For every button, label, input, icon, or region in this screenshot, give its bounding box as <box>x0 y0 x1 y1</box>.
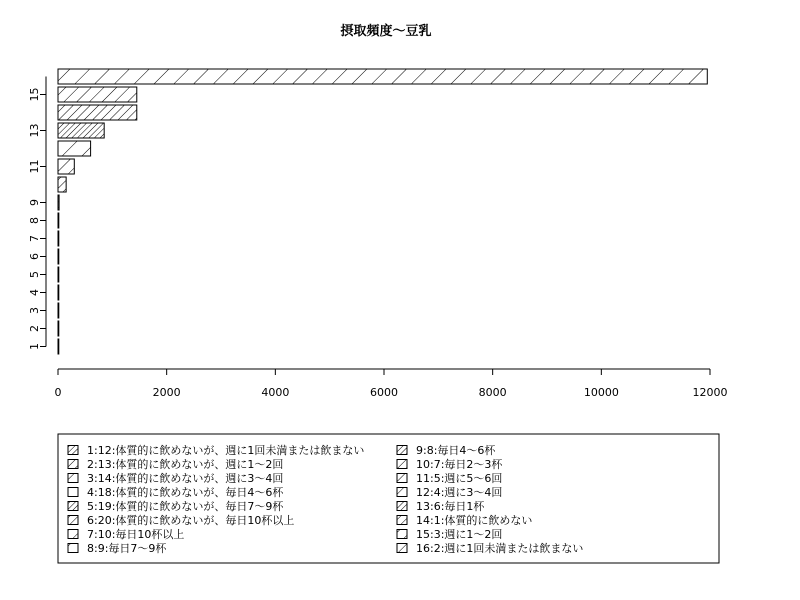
legend-swatch-16 <box>397 544 407 553</box>
y-axis <box>28 77 46 351</box>
bar-2 <box>58 321 59 336</box>
bar-11 <box>58 159 74 174</box>
chart-title: 摂取頻度〜豆乳 <box>340 24 432 39</box>
legend-swatch-6 <box>68 516 78 525</box>
legend-swatch-2 <box>68 460 78 469</box>
y-tick-label-8: 8 <box>28 217 41 224</box>
y-tick-label-2: 2 <box>28 325 41 332</box>
legend-item-7: 7:10:毎日10杯以上 <box>87 528 185 541</box>
legend-item-4: 4:18:体質的に飲めないが、毎日4〜6杯 <box>87 486 284 499</box>
bar-6 <box>58 249 59 264</box>
legend-swatch-14 <box>397 516 407 525</box>
y-tick-label-11: 11 <box>28 159 41 174</box>
x-tick-label-0: 0 <box>54 386 62 399</box>
bar-14 <box>58 105 137 120</box>
bar-1 <box>58 339 59 354</box>
legend-item-12: 12:4:週に3〜4回 <box>416 486 503 499</box>
legend-item-5: 5:19:体質的に飲めないが、毎日7〜9杯 <box>87 500 284 513</box>
bar-16 <box>58 69 707 84</box>
legend-item-8: 8:9:毎日7〜9杯 <box>87 542 167 555</box>
legend-item-1: 1:12:体質的に飲めないが、週に1回未満または飲まない <box>87 444 365 457</box>
bar-4 <box>58 285 59 300</box>
legend-swatch-4 <box>68 488 78 497</box>
legend-swatch-5 <box>68 502 78 511</box>
bars-group <box>58 69 707 354</box>
legend-swatch-7 <box>68 530 78 539</box>
legend-swatch-9 <box>397 446 407 455</box>
x-tick-label-6000: 6000 <box>370 386 398 399</box>
y-tick-label-6: 6 <box>28 253 41 260</box>
bar-9 <box>58 195 59 210</box>
bar-3 <box>58 303 59 318</box>
x-tick-label-4000: 4000 <box>261 386 290 399</box>
legend-item-13: 13:6:毎日1杯 <box>416 500 485 513</box>
legend-item-2: 2:13:体質的に飲めないが、週に1〜2回 <box>87 458 284 471</box>
y-tick-label-9: 9 <box>28 199 41 206</box>
y-tick-label-3: 3 <box>28 307 41 314</box>
legend-swatch-11 <box>397 474 407 483</box>
y-tick-label-13: 13 <box>28 123 41 138</box>
y-tick-label-1: 1 <box>28 343 41 350</box>
y-tick-label-4: 4 <box>28 289 41 296</box>
legend <box>68 443 583 555</box>
x-tick-label-8000: 8000 <box>478 386 507 399</box>
legend-swatch-3 <box>68 474 78 483</box>
x-tick-label-12000: 12000 <box>692 386 728 399</box>
legend-item-9: 9:8:毎日4〜6杯 <box>416 444 496 457</box>
legend-swatch-1 <box>68 446 78 455</box>
legend-swatch-15 <box>397 530 407 539</box>
legend-item-14: 14:1:体質的に飲めない <box>416 514 533 527</box>
legend-item-6: 6:20:体質的に飲めないが、毎日10杯以上 <box>87 514 295 527</box>
bar-8 <box>58 213 59 228</box>
legend-swatch-13 <box>397 502 407 511</box>
legend-swatch-10 <box>397 460 407 469</box>
x-axis <box>55 369 728 399</box>
legend-swatch-12 <box>397 488 407 497</box>
bar-15 <box>58 87 137 102</box>
x-tick-label-2000: 2000 <box>152 386 181 399</box>
bar-13 <box>58 123 104 138</box>
bar-7 <box>58 231 59 246</box>
legend-item-16: 16:2:週に1回未満または飲まない <box>416 542 584 555</box>
legend-item-11: 11:5:週に5〜6回 <box>416 472 503 485</box>
bar-5 <box>58 267 59 282</box>
legend-item-10: 10:7:毎日2〜3杯 <box>416 458 503 471</box>
bar-12 <box>58 141 91 156</box>
legend-swatch-8 <box>68 544 78 553</box>
bar-10 <box>58 177 66 192</box>
legend-item-15: 15:3:週に1〜2回 <box>416 528 503 541</box>
x-tick-label-10000: 10000 <box>583 386 619 399</box>
legend-item-3: 3:14:体質的に飲めないが、週に3〜4回 <box>87 472 284 485</box>
y-tick-label-5: 5 <box>28 271 41 278</box>
y-tick-label-15: 15 <box>28 87 41 102</box>
y-tick-label-7: 7 <box>28 235 41 242</box>
